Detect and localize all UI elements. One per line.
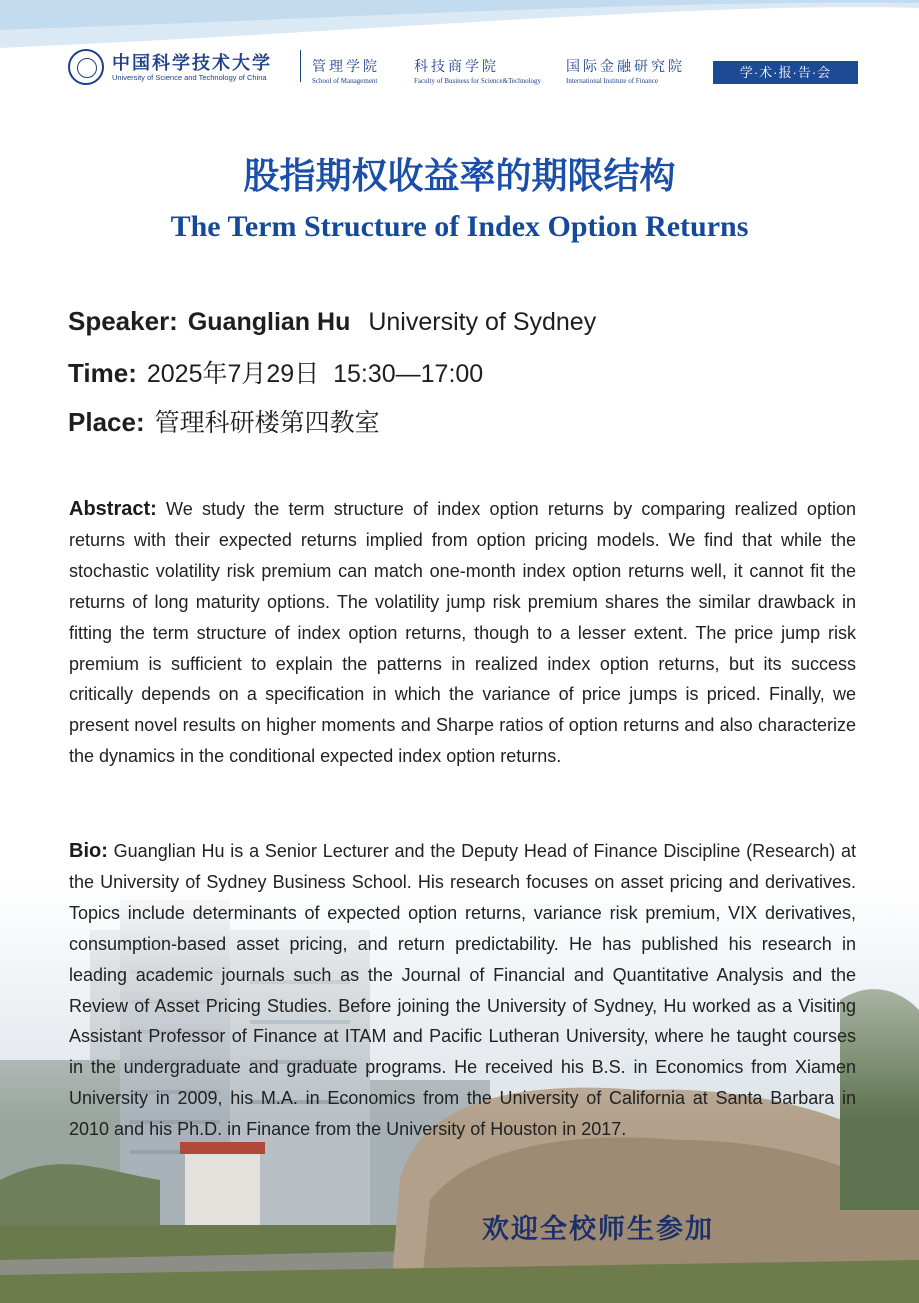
school-business-science-tech xyxy=(414,56,541,85)
university-name-cn: 中国科学技术大学 xyxy=(112,53,272,74)
place-label: Place: xyxy=(68,407,145,437)
school-finance-institute xyxy=(566,56,685,85)
time-value: 2025年7月29日 15:30—17:00 xyxy=(146,360,484,388)
bio-label: Bio: xyxy=(69,840,108,862)
header-divider xyxy=(300,50,301,82)
abstract-section xyxy=(69,494,856,772)
school-name-en: Faculty of Business for Science&Technology xyxy=(414,77,542,85)
header-bar xyxy=(68,46,858,86)
seminar-badge: 学·术·报·告·会 xyxy=(713,61,858,84)
place-value: 管理科研楼第四教室 xyxy=(154,409,380,437)
time-line xyxy=(68,354,483,390)
speaker-name: Guanglian Hu xyxy=(187,308,351,336)
school-name-en: School of Management xyxy=(312,77,378,85)
abstract-text: We study the term structure of index option returns by comparing realized option returns with their expected returns implied from option pricing models. We find that while the stochastic volatility risk premium can match one-month index option returns well, it cannot fit the returns of long maturity options. The volatility jump risk premium shares the similar drawback in fitting the term structure of index option returns, though to a lesser extent. The price jump risk premium is sufficient to explain the patterns in realized index option returns, but its success critically depends on a specification in which the variance of price jumps is priced. Finally, we present novel results on higher moments and Sharpe ratios of option returns and also characterize the dynamics in the conditional expected index option returns. xyxy=(69,499,856,767)
abstract-label: Abstract: xyxy=(69,498,157,520)
welcome-text: 欢迎全校师生参加 xyxy=(482,1214,714,1245)
school-name-cn: 科技商学院 xyxy=(414,59,499,75)
place-line xyxy=(68,403,380,439)
school-name-cn: 国际金融研究院 xyxy=(566,59,685,75)
school-management xyxy=(312,56,380,85)
school-name-en: International Institute of Finance xyxy=(566,77,658,85)
title-english: The Term Structure of Index Option Returns xyxy=(170,210,749,243)
bio-text: Guanglian Hu is a Senior Lecturer and the Deputy Head of Finance Discipline (Research) at the University of Sydney Business School. His research focuses on asset pricing and derivatives. Topics include determinants of expected option returns, variance risk premium, VIX derivatives, consumption-based asset pricing, and return predictability. He has published his research in leading academic journals such as the Journal of Financial and Quantitative Analysis and the Review of Asset Pricing Studies. Before joining the University of Sydney, Hu worked as a Visiting Assistant Professor of Finance at ITAM and Pacific Lutheran University, where he taught courses in the undergraduate and graduate programs. He received his B.S. in Economics from Xiamen University in 2009, his M.A. in Economics from the University of California at Santa Barbara in 2010 and his Ph.D. in Finance from the University of Houston in 2017. xyxy=(69,841,856,1140)
title-chinese: 股指期权收益率的期限结构 xyxy=(243,155,676,197)
bio-section xyxy=(69,836,856,1145)
university-name-en: University of Science and Technology of China xyxy=(112,73,267,82)
speaker-line xyxy=(68,306,596,337)
university-logo xyxy=(68,49,104,85)
speaker-label: Speaker: xyxy=(68,306,178,336)
time-label: Time: xyxy=(68,358,137,388)
school-name-cn: 管理学院 xyxy=(312,59,380,75)
speaker-affiliation: University of Sydney xyxy=(368,308,597,336)
